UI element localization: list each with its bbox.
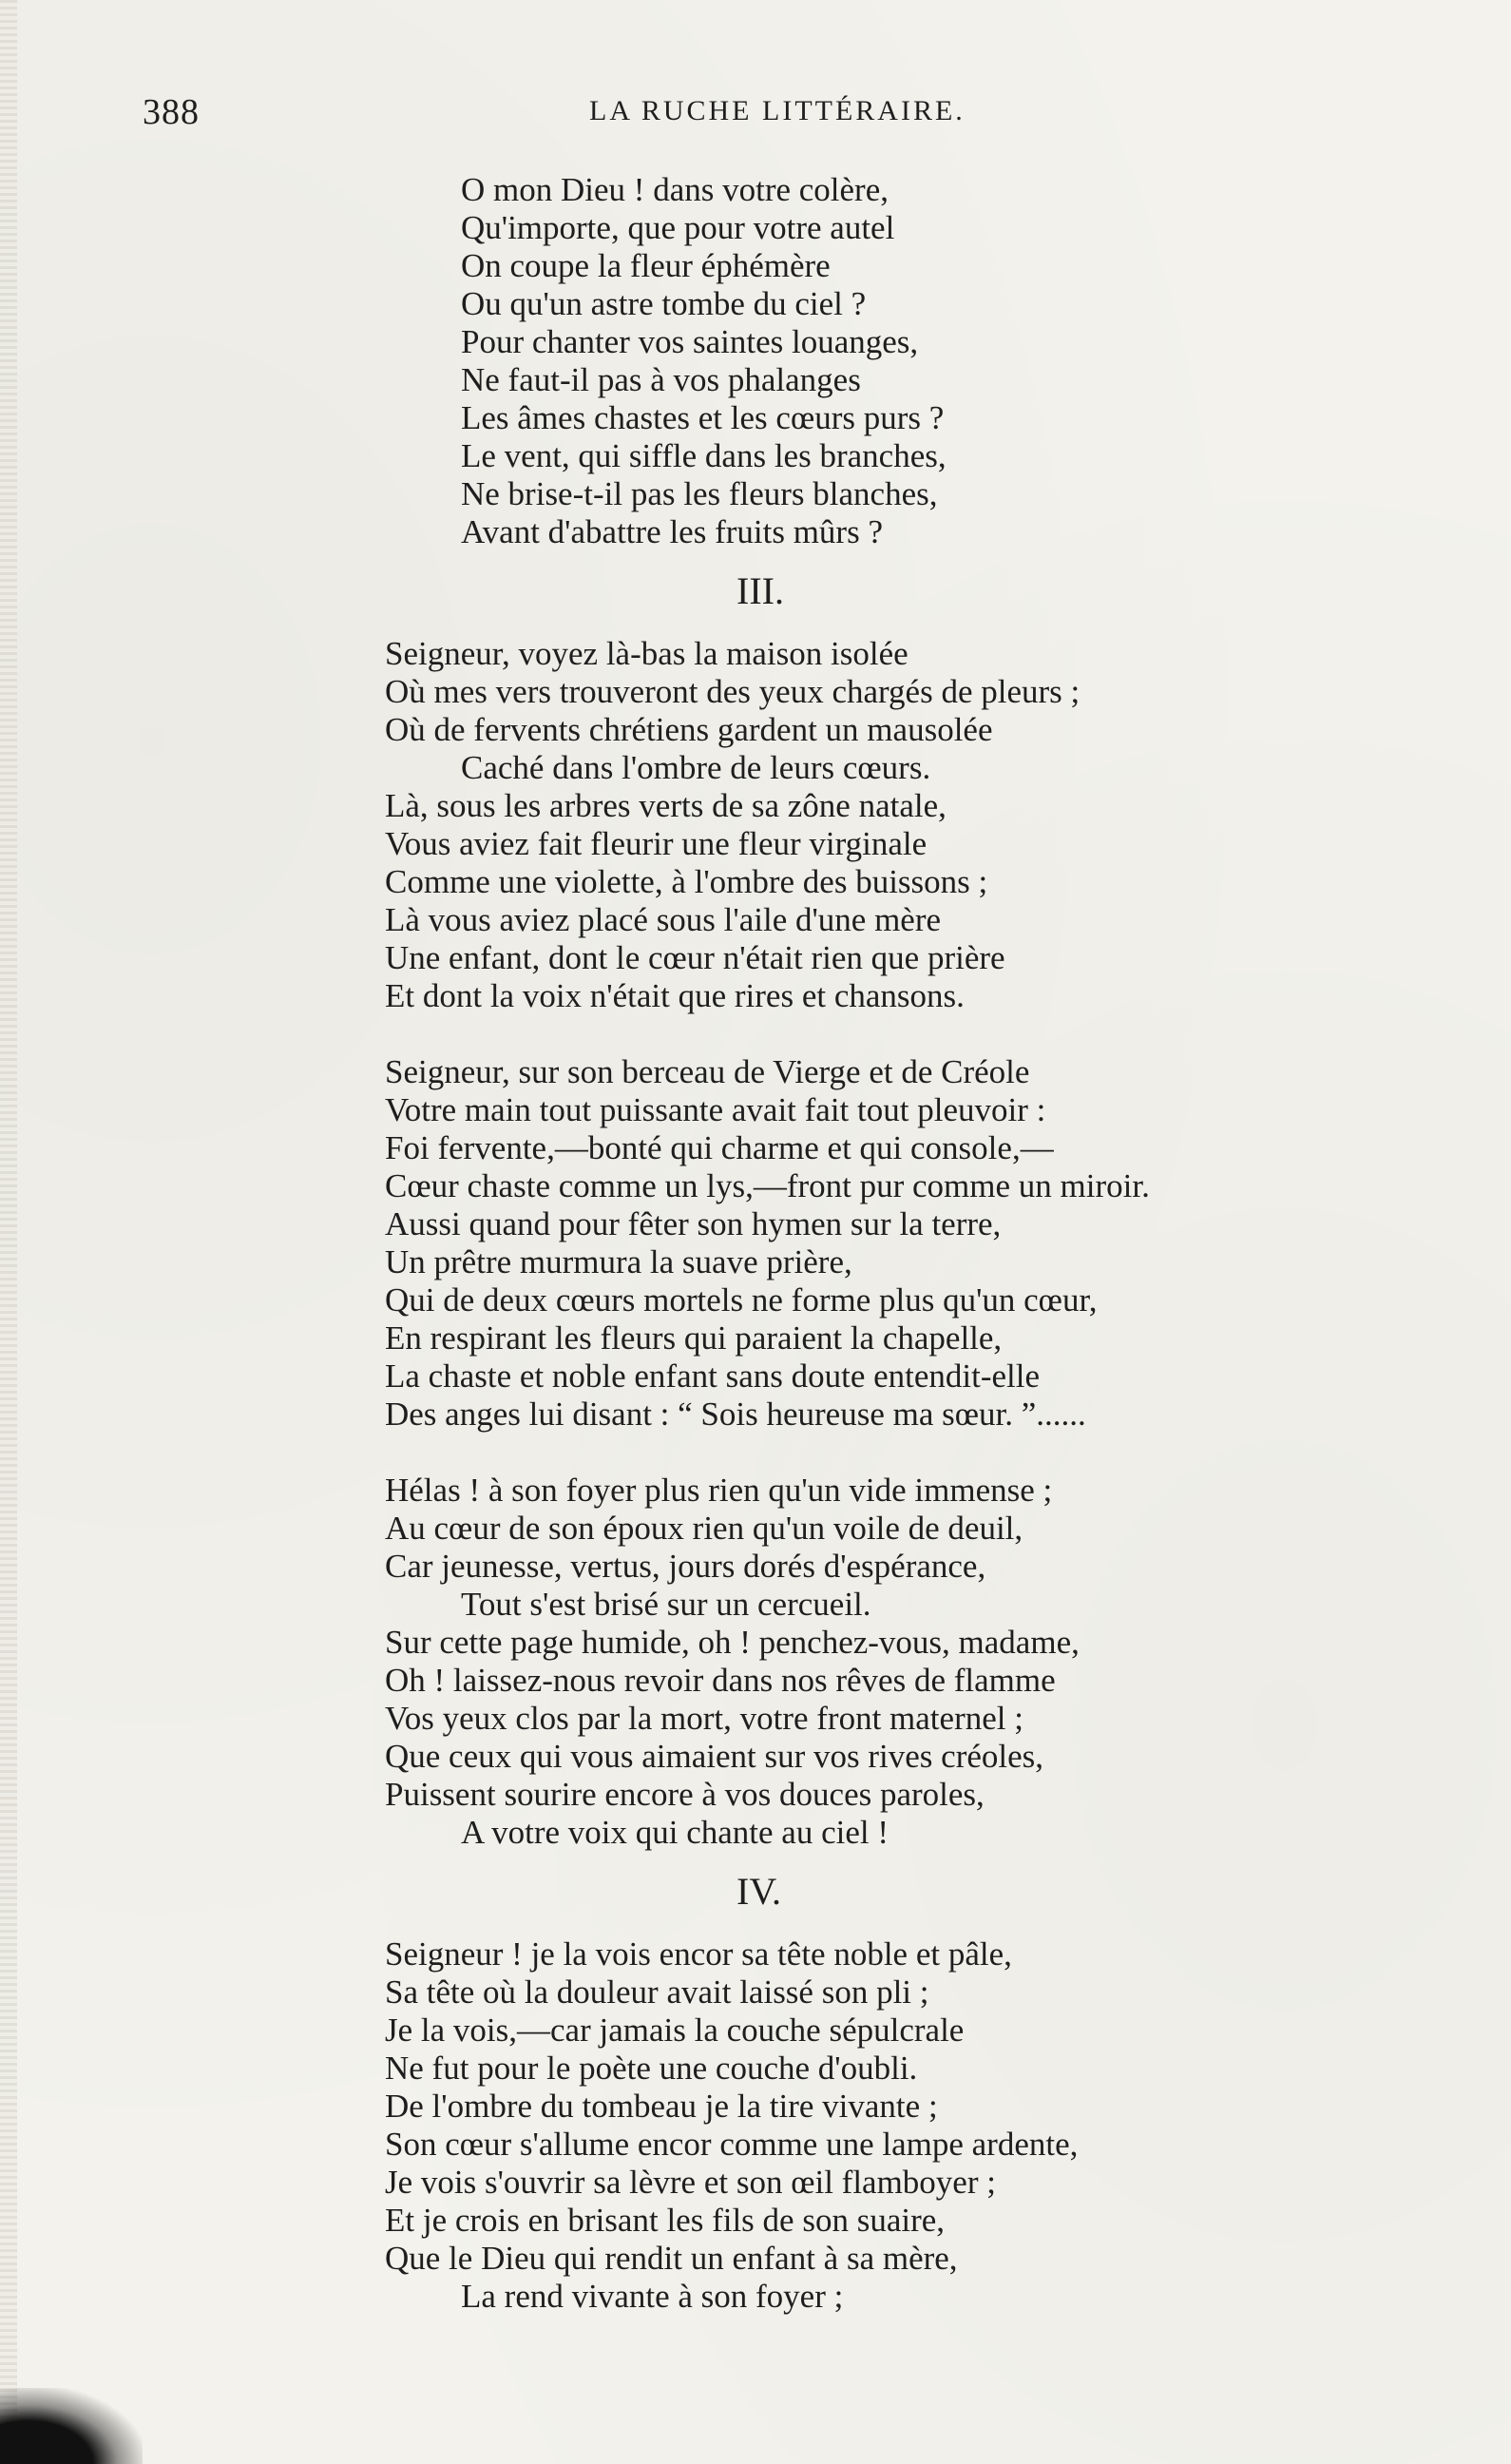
verse-line: Puissent sourire encore à vos douces paroles, bbox=[385, 1776, 985, 1813]
verse-line: Tout s'est brisé sur un cercueil. bbox=[461, 1586, 871, 1623]
verse-line: Que le Dieu qui rendit un enfant à sa mère, bbox=[385, 2240, 958, 2277]
verse-line: Seigneur ! je la vois encor sa tête noble et pâle, bbox=[385, 1935, 1012, 1973]
verse-line: Une enfant, dont le cœur n'était rien que prière bbox=[385, 939, 1005, 976]
verse-line: Des anges lui disant : “ Sois heureuse ma sœur. ”...... bbox=[385, 1396, 1086, 1433]
verse-line: Un prêtre murmura la suave prière, bbox=[385, 1243, 852, 1280]
page-header bbox=[143, 91, 1188, 148]
verse-line: Foi fervente,—bonté qui charme et qui console,— bbox=[385, 1129, 1054, 1166]
verse-line: Caché dans l'ombre de leurs cœurs. bbox=[461, 749, 931, 786]
verse-line: O mon Dieu ! dans votre colère, bbox=[461, 171, 889, 208]
verse-line: Que ceux qui vous aimaient sur vos rives créoles, bbox=[385, 1738, 1044, 1775]
verse-line: Son cœur s'allume encor comme une lampe ardente, bbox=[385, 2126, 1079, 2163]
verse-line: Avant d'abattre les fruits mûrs ? bbox=[461, 513, 883, 550]
verse-line: La chaste et noble enfant sans doute entendit-elle bbox=[385, 1357, 1041, 1395]
verse-line: Vous aviez fait fleurir une fleur virginale bbox=[385, 825, 928, 862]
verse-line: Qui de deux cœurs mortels ne forme plus qu'un cœur, bbox=[385, 1281, 1098, 1319]
verse-line: Là, sous les arbres verts de sa zône natale, bbox=[385, 787, 947, 824]
verse-line: Oh ! laissez-nous revoir dans nos rêves de flamme bbox=[385, 1662, 1056, 1699]
verse-line: Cœur chaste comme un lys,—front pur comme un miroir. bbox=[385, 1167, 1150, 1204]
section-heading: IV. bbox=[736, 1870, 782, 1913]
verse-line: Car jeunesse, vertus, jours dorés d'espérance, bbox=[385, 1548, 986, 1585]
verse-line: Votre main tout puissante avait fait tout pleuvoir : bbox=[385, 1091, 1046, 1128]
section-heading: III. bbox=[736, 569, 784, 612]
verse-line: Sur cette page humide, oh ! penchez-vous, madame, bbox=[385, 1624, 1080, 1661]
verse-line: Ne faut-il pas à vos phalanges bbox=[461, 361, 861, 398]
verse-line: Qu'importe, que pour votre autel bbox=[461, 209, 895, 246]
verse-line: Comme une violette, à l'ombre des buissons ; bbox=[385, 863, 988, 900]
verse-line: Hélas ! à son foyer plus rien qu'un vide immense ; bbox=[385, 1472, 1053, 1509]
verse-line: Et je crois en brisant les fils de son suaire, bbox=[385, 2202, 946, 2239]
verse-line: Au cœur de son époux rien qu'un voile de deuil, bbox=[385, 1510, 1023, 1547]
verse-line: En respirant les fleurs qui paraient la chapelle, bbox=[385, 1319, 1003, 1357]
verse-line: Sa tête où la douleur avait laissé son pli ; bbox=[385, 1973, 929, 2011]
verse-line: Seigneur, sur son berceau de Vierge et de Créole bbox=[385, 1053, 1030, 1090]
verse-line: Là vous aviez placé sous l'aile d'une mère bbox=[385, 901, 942, 938]
verse-line: Je vois s'ouvrir sa lèvre et son œil flamboyer ; bbox=[385, 2164, 996, 2201]
page-number: 388 bbox=[143, 92, 200, 132]
verse-line: Le vent, qui siffle dans les branches, bbox=[461, 437, 947, 474]
verse-line: De l'ombre du tombeau je la tire vivante ; bbox=[385, 2088, 938, 2125]
verse-line: Ne fut pour le poète une couche d'oubli. bbox=[385, 2050, 918, 2087]
verse-line: Je la vois,—car jamais la couche sépulcrale bbox=[385, 2012, 965, 2049]
verse-line: Seigneur, voyez là-bas la maison isolée bbox=[385, 635, 909, 672]
running-title: LA RUCHE LITTÉRAIRE. bbox=[589, 95, 966, 126]
verse-line: Aussi quand pour fêter son hymen sur la terre, bbox=[385, 1205, 1002, 1242]
verse-line: Ne brise-t-il pas les fleurs blanches, bbox=[461, 475, 938, 512]
page-edge-texture bbox=[0, 0, 17, 2464]
verse-line: On coupe la fleur éphémère bbox=[461, 247, 831, 284]
verse-line: Pour chanter vos saintes louanges, bbox=[461, 323, 919, 360]
verse-line: La rend vivante à son foyer ; bbox=[461, 2278, 844, 2315]
verse-line: A votre voix qui chante au ciel ! bbox=[461, 1814, 889, 1851]
verse-line: Les âmes chastes et les cœurs purs ? bbox=[461, 399, 945, 436]
verse-line: Vos yeux clos par la mort, votre front maternel ; bbox=[385, 1700, 1023, 1737]
ink-blot bbox=[0, 2388, 143, 2464]
verse-line: Où de fervents chrétiens gardent un mausolée bbox=[385, 711, 993, 748]
verse-line: Et dont la voix n'était que rires et chansons. bbox=[385, 977, 965, 1014]
verse-line: Ou qu'un astre tombe du ciel ? bbox=[461, 285, 867, 322]
verse-line: Où mes vers trouveront des yeux chargés de pleurs ; bbox=[385, 673, 1081, 710]
